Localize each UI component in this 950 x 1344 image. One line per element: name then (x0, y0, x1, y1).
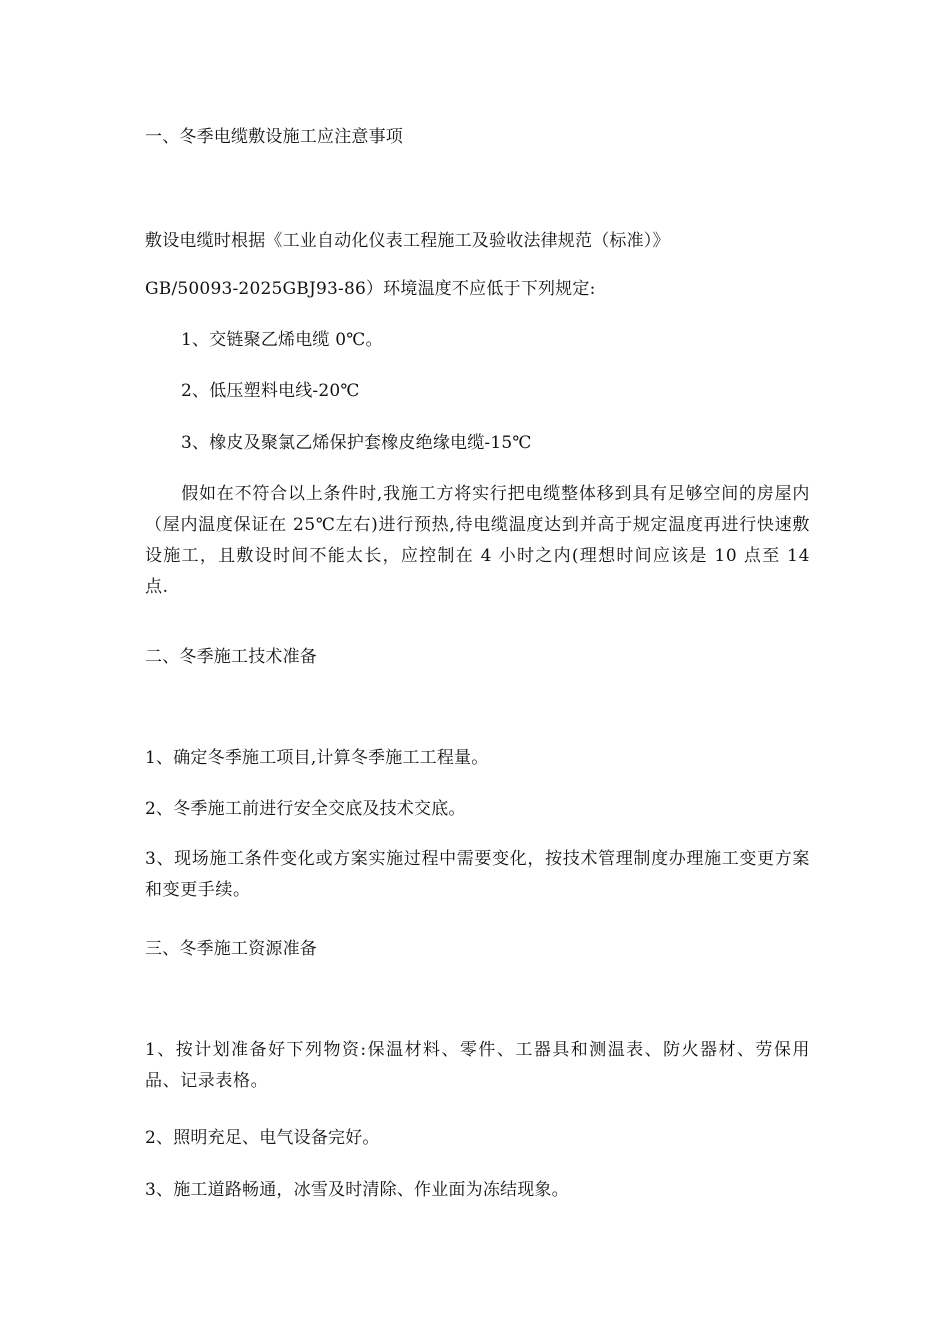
section-1-item-3: 3、橡皮及聚氯乙烯保护套橡皮绝缘电缆-15℃ (181, 433, 532, 453)
section-1-paragraph (145, 479, 810, 603)
section-3-item-2: 2、照明充足、电气设备完好。 (145, 1128, 380, 1148)
section-1-item-1: 1、交链聚乙烯电缆 0℃。 (181, 330, 383, 350)
section-1-intro-line-2: GB/50093-2025GBJ93-86）环境温度不应低于下列规定: (145, 279, 596, 299)
section-3-item-3: 3、施工道路畅通，冰雪及时清除、作业面为冻结现象。 (145, 1180, 569, 1200)
section-1-paragraph-text: 假如在不符合以上条件时,我施工方将实行把电缆整体移到具有足够空间的房屋内（屋内温度保证在 25℃左右)进行预热,待电缆温度达到并高于规定温度再进行快速敷设施工，且敷设时间不能太长，应控制在 4 小时之内(理想时间应该是 10 点至 14 点. (145, 484, 810, 597)
section-1-heading: 一、冬季电缆敷设施工应注意事项 (145, 127, 403, 147)
section-1-item-2: 2、低压塑料电线-20℃ (181, 381, 360, 401)
section-2-item-3: 3、现场施工条件变化或方案实施过程中需要变化，按技术管理制度办理施工变更方案和变更手续。 (145, 849, 810, 900)
section-3-heading: 三、冬季施工资源准备 (145, 939, 317, 959)
section-1-intro-line-1: 敷设电缆时根据《工业自动化仪表工程施工及验收法律规范（标准）》 (145, 231, 670, 251)
section-2-heading: 二、冬季施工技术准备 (145, 647, 317, 667)
section-2-item-2: 2、冬季施工前进行安全交底及技术交底。 (145, 799, 466, 819)
section-3-item-1: 1、按计划准备好下列物资:保温材料、零件、工器具和测温表、防火器材、劳保用品、记录表格。 (145, 1040, 810, 1091)
section-2-item-1: 1、确定冬季施工项目,计算冬季施工工程量。 (145, 748, 489, 768)
